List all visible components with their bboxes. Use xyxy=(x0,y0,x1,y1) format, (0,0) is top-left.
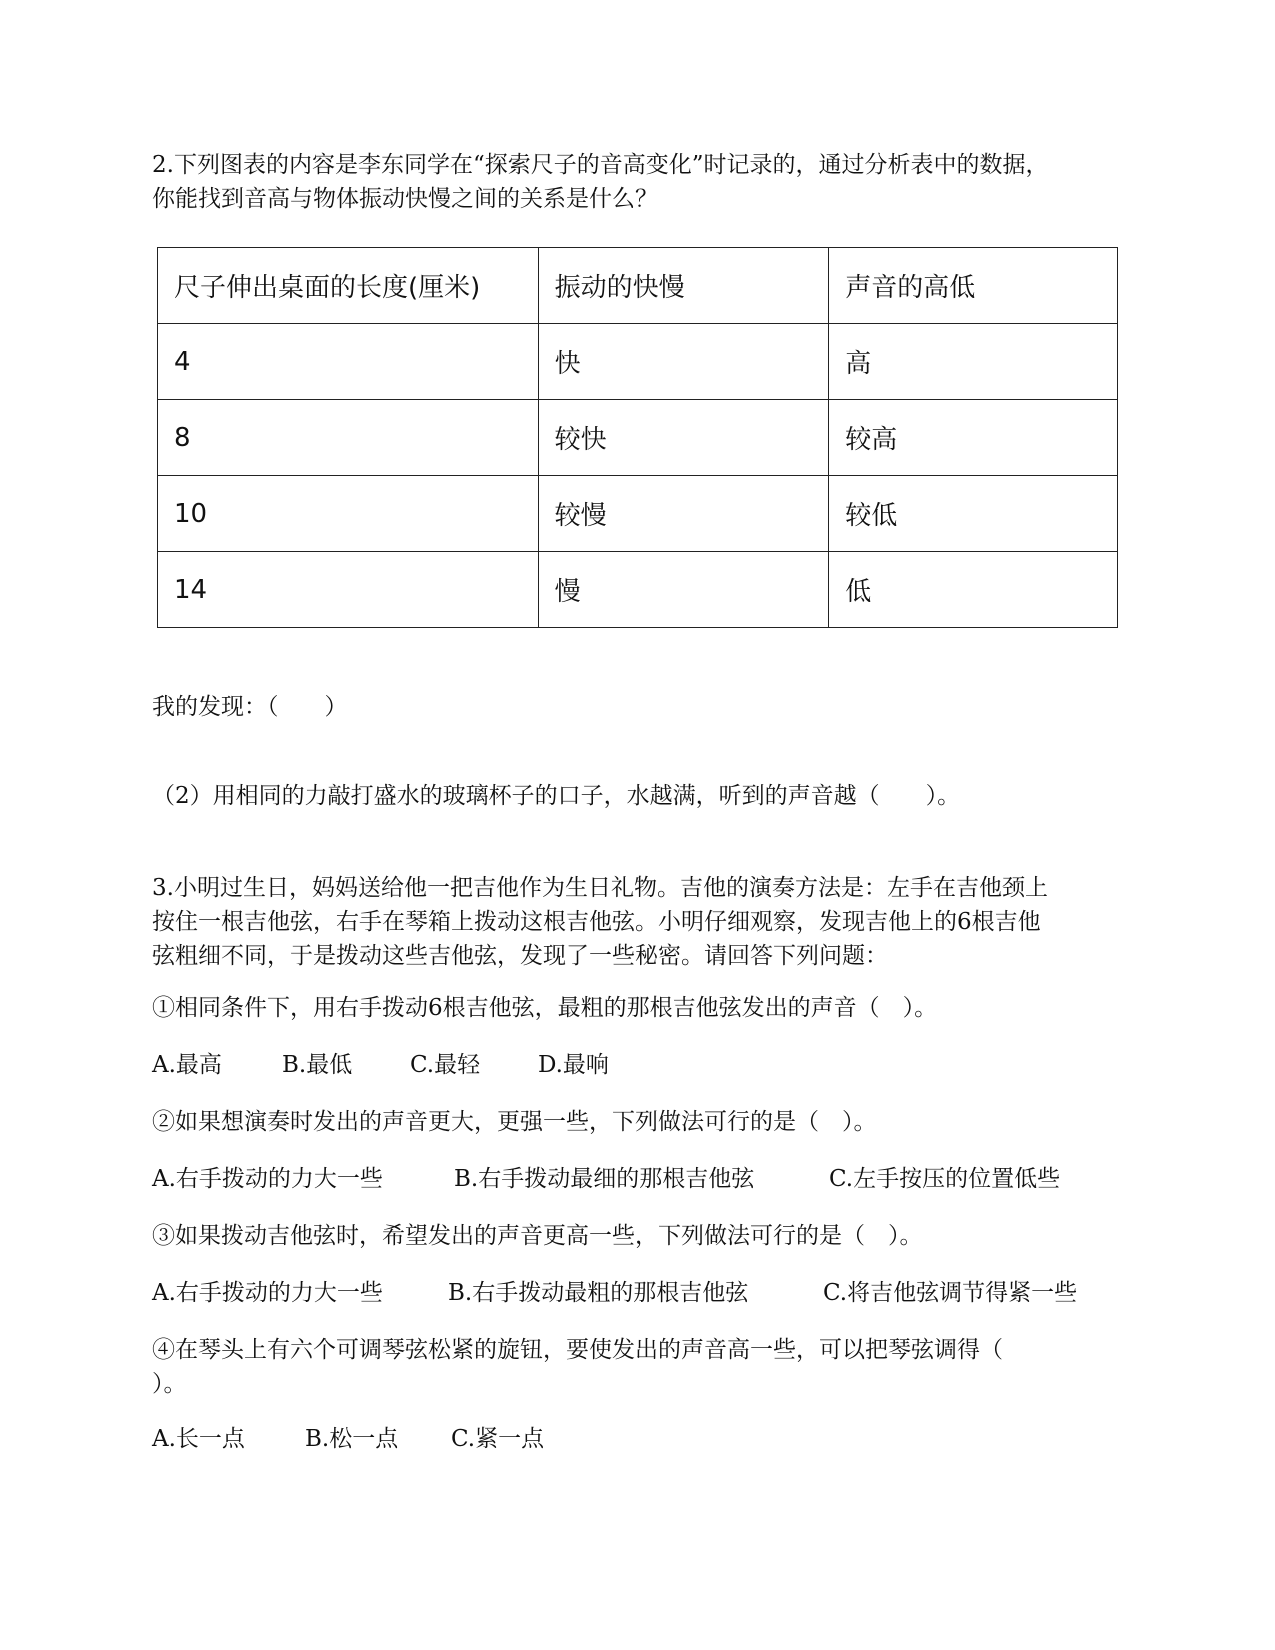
question-3-line-3: 弦粗细不同，于是拨动这些吉他弦，发现了一些秘密。请回答下列问题： xyxy=(152,943,888,969)
question-3-line-1: 3.小明过生日，妈妈送给他一把吉他作为生日礼物。吉他的演奏方法是：左手在吉他颈上 xyxy=(152,875,1048,901)
option-c: C.最轻 xyxy=(410,1052,481,1078)
sub-question-2: ②如果想演奏时发出的声音更大，更强一些，下列做法可行的是（ ）。 xyxy=(152,1109,877,1135)
option-c: C.将吉他弦调节得紧一些 xyxy=(823,1280,1078,1306)
cell-speed: 较慢 xyxy=(538,476,829,552)
option-a: A.最高 xyxy=(152,1052,222,1078)
question-2-line-1: 2.下列图表的内容是李东同学在“探索尺子的音高变化”时记录的，通过分析表中的数据， xyxy=(152,152,1049,178)
sub-question-4-options xyxy=(152,1422,544,1456)
cell-speed: 较快 xyxy=(538,400,829,476)
ruler-pitch-table xyxy=(157,247,1118,628)
sub-question-4-line-2: ）。 xyxy=(152,1371,187,1397)
option-b: B.松一点 xyxy=(305,1426,399,1452)
option-b: B.最低 xyxy=(282,1052,353,1078)
cell-pitch: 较高 xyxy=(829,400,1118,476)
question-2-part-2: （2）用相同的力敲打盛水的玻璃杯子的口子，水越满，听到的声音越（ ）。 xyxy=(152,783,961,809)
cell-speed: 慢 xyxy=(538,552,829,628)
my-discovery: 我的发现：（ ） xyxy=(152,694,348,720)
option-b: B.右手拨动最粗的那根吉他弦 xyxy=(448,1280,749,1306)
header-ruler-length: 尺子伸出桌面的长度(厘米) xyxy=(158,248,539,324)
sub-question-3: ③如果拨动吉他弦时，希望发出的声音更高一些，下列做法可行的是（ ）。 xyxy=(152,1223,923,1249)
table-row xyxy=(158,324,1118,400)
cell-length: 4 xyxy=(158,324,539,400)
option-a: A.长一点 xyxy=(152,1426,245,1452)
cell-length: 14 xyxy=(158,552,539,628)
sub-question-1: ①相同条件下，用右手拨动6根吉他弦，最粗的那根吉他弦发出的声音（ ）。 xyxy=(152,995,938,1021)
option-c: C.左手按压的位置低些 xyxy=(829,1166,1061,1192)
cell-pitch: 低 xyxy=(829,552,1118,628)
option-c: C.紧一点 xyxy=(451,1426,545,1452)
table-row xyxy=(158,552,1118,628)
table-header-row xyxy=(158,248,1118,324)
sub-question-3-options xyxy=(152,1276,1077,1310)
header-pitch: 声音的高低 xyxy=(829,248,1118,324)
cell-pitch: 较低 xyxy=(829,476,1118,552)
option-d: D.最响 xyxy=(538,1052,609,1078)
cell-length: 8 xyxy=(158,400,539,476)
question-3-stem xyxy=(152,871,1132,973)
option-a: A.右手拨动的力大一些 xyxy=(152,1280,383,1306)
option-b: B.右手拨动最细的那根吉他弦 xyxy=(454,1166,755,1192)
header-vibration-speed: 振动的快慢 xyxy=(538,248,829,324)
sub-question-4-line-1: ④在琴头上有六个可调琴弦松紧的旋钮，要使发出的声音高一些，可以把琴弦调得（ xyxy=(152,1337,1003,1363)
question-2-line-2: 你能找到音高与物体振动快慢之间的关系是什么？ xyxy=(152,186,658,212)
cell-length: 10 xyxy=(158,476,539,552)
sub-question-4 xyxy=(152,1333,1132,1401)
question-3-line-2: 按住一根吉他弦，右手在琴箱上拨动这根吉他弦。小明仔细观察，发现吉他上的6根吉他 xyxy=(152,909,1041,935)
option-a: A.右手拨动的力大一些 xyxy=(152,1166,383,1192)
question-2-stem xyxy=(152,148,1132,216)
sub-question-2-options xyxy=(152,1162,1060,1196)
sub-question-1-options xyxy=(152,1048,609,1082)
table-row xyxy=(158,400,1118,476)
table-row xyxy=(158,476,1118,552)
cell-pitch: 高 xyxy=(829,324,1118,400)
cell-speed: 快 xyxy=(538,324,829,400)
